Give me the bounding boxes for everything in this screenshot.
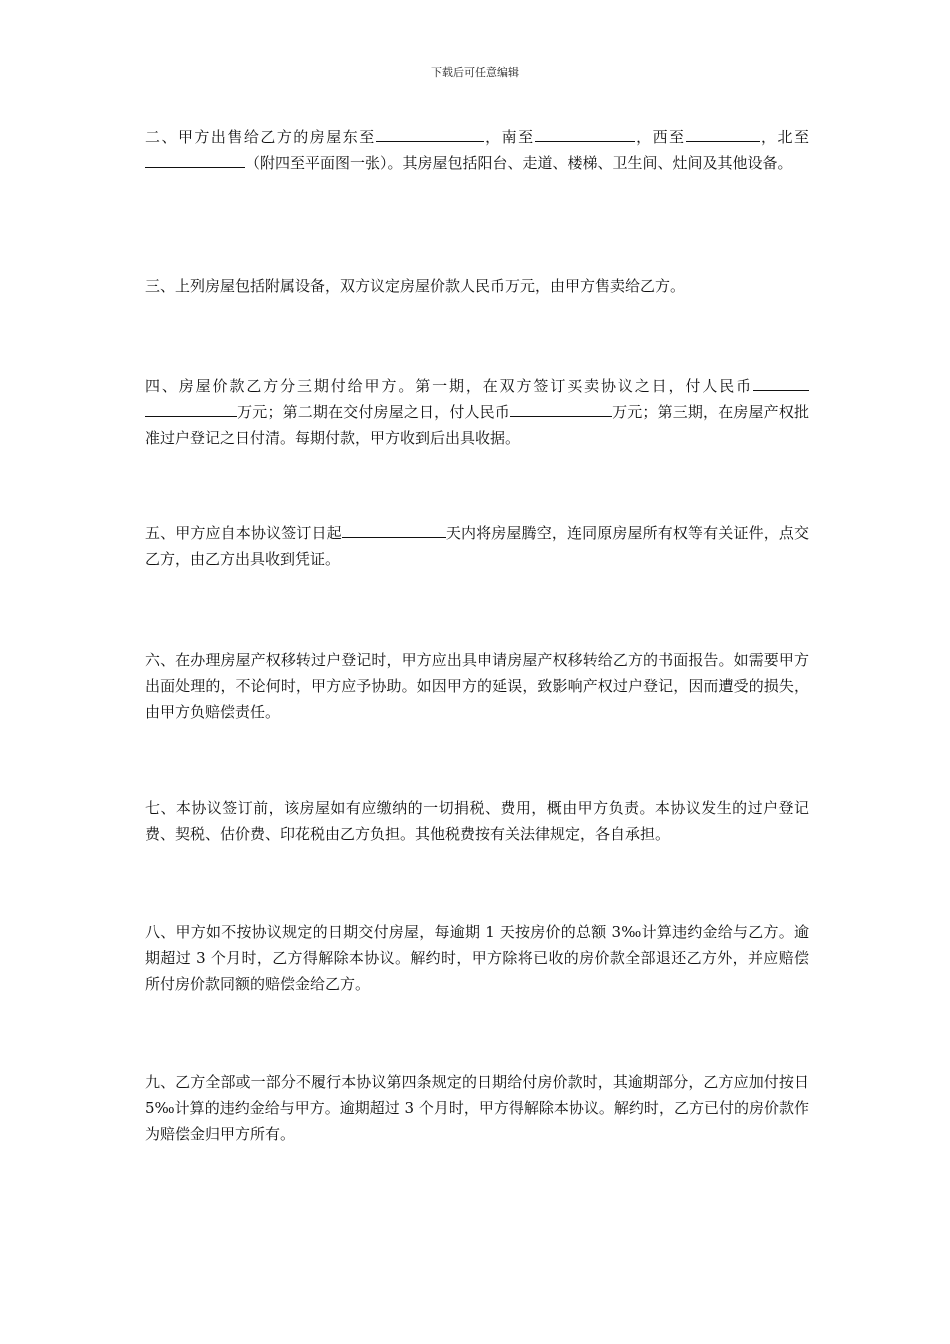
- clause-5: [145, 520, 809, 572]
- blank-east: [376, 124, 484, 142]
- clause-5-text-b: 天内将房屋腾空，连同原房屋所有权等有关证件，点交乙方，由乙方出具收到凭证。: [145, 524, 809, 568]
- clause-2: [145, 124, 809, 176]
- clause-9: 九、乙方全部或一部分不履行本协议第四条规定的日期给付房价款时，其逾期部分，乙方应加付按日 5‰计算的违约金给与甲方。逾期超过 3 个月时，甲方得解除本协议。解约时，乙方已付的房价款作为赔偿金归甲方所有。: [145, 1073, 809, 1143]
- clause-2-text-b: ，南至: [483, 128, 535, 146]
- blank-first-payment-line2: [145, 399, 237, 417]
- blank-days: [342, 520, 446, 538]
- blank-west: [686, 124, 760, 142]
- clause-4-text-c: 万元；第三期，在房屋产权批准过户登记之日付清。每期付款，甲方收到后出具收据。: [145, 403, 809, 447]
- clause-4-text-b: 万元；第二期在交付房屋之日，付人民币: [237, 403, 510, 421]
- clause-2-text-d: ，北至: [759, 128, 809, 146]
- blank-first-payment-line1: [753, 373, 809, 391]
- clause-4-text-a: 四、房屋价款乙方分三期付给甲方。第一期，在双方签订买卖协议之日，付人民币: [145, 377, 753, 395]
- clause-6: 六、在办理房屋产权移转过户登记时，甲方应出具申请房屋产权移转给乙方的书面报告。如需要甲方出面处理的，不论何时，甲方应予协助。如因甲方的延误，致影响产权过户登记，因而遭受的损失，由甲方负赔偿责任。: [145, 651, 809, 721]
- blank-north: [145, 150, 245, 168]
- clause-2-text-a: 二、甲方出售给乙方的房屋东至: [145, 128, 376, 146]
- page-header: 下载后可任意编辑: [431, 66, 519, 79]
- clause-2-text-c: ，西至: [634, 128, 686, 146]
- blank-south: [535, 124, 635, 142]
- clause-5-text-a: 五、甲方应自本协议签订日起: [145, 524, 342, 542]
- blank-second-payment: [510, 399, 612, 417]
- clause-3: 三、上列房屋包括附属设备，双方议定房屋价款人民币万元，由甲方售卖给乙方。: [145, 277, 686, 295]
- clause-4: [145, 373, 809, 451]
- clause-7: 七、本协议签订前，该房屋如有应缴纳的一切捐税、费用，概由甲方负责。本协议发生的过户登记费、契税、估价费、印花税由乙方负担。其他税费按有关法律规定，各自承担。: [145, 799, 809, 843]
- clause-8: 八、甲方如不按协议规定的日期交付房屋，每逾期 1 天按房价的总额 3‰计算违约金给与乙方。逾期超过 3 个月时，乙方得解除本协议。解约时，甲方除将已收的房价款全部退还乙方外，并应赔偿所付房价款同额的赔偿金给乙方。: [145, 923, 809, 993]
- clause-2-text-e: （附四至平面图一张）。其房屋包括阳台、走道、楼梯、卫生间、灶间及其他设备。: [245, 154, 793, 172]
